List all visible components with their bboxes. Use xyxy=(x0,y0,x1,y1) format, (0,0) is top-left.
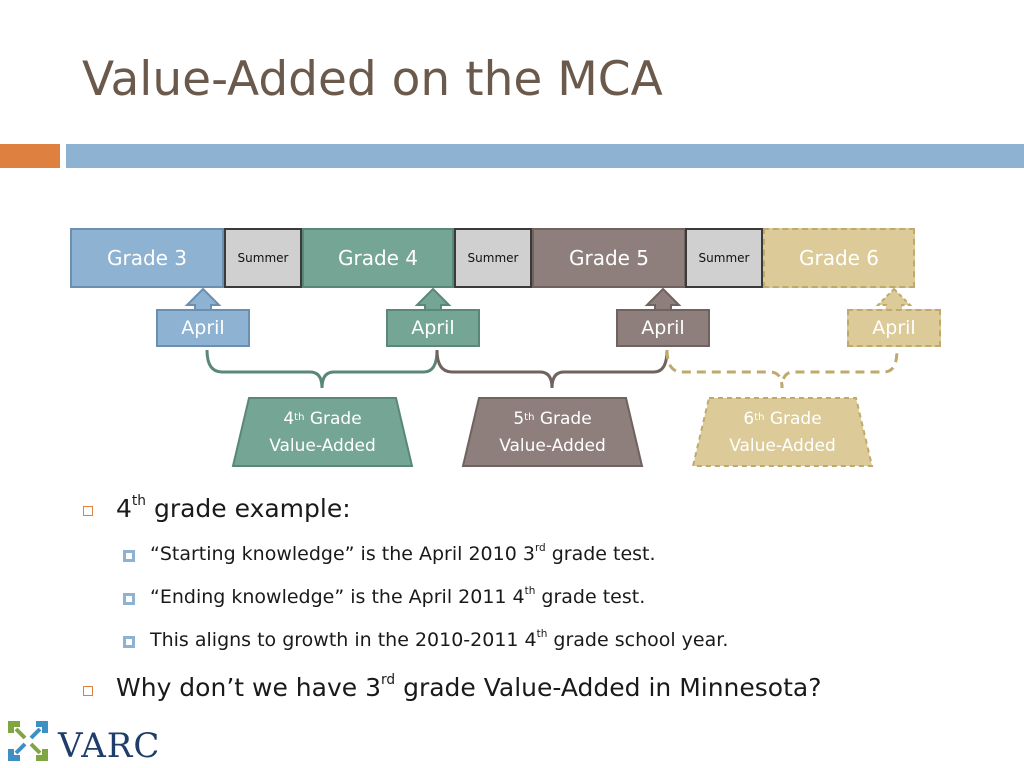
segment-grade-3-label: Grade 3 xyxy=(106,246,188,270)
bullet-square-icon xyxy=(83,506,93,516)
bullet-text: grade Value-Added in Minnesota? xyxy=(395,673,822,702)
varc-logo-text: VARC xyxy=(58,726,161,766)
sub-bullet-item-2 xyxy=(150,586,645,608)
april-marker-grade-5 xyxy=(616,309,710,347)
va-ordinal: 6 xyxy=(743,409,755,429)
segment-grade-5-label: Grade 5 xyxy=(568,246,650,270)
value-added-label-grade-5 xyxy=(463,406,642,460)
april-marker-label: April xyxy=(641,317,685,339)
sub-bullet-item-1 xyxy=(150,543,656,565)
brace-grade-6 xyxy=(667,350,897,388)
bullet-sup: rd xyxy=(380,672,396,688)
bullet-item-1 xyxy=(116,494,351,523)
sub-bullet-sup: th xyxy=(536,628,548,640)
brace-grade-4 xyxy=(207,350,437,388)
va-suffix: th xyxy=(294,412,305,423)
sub-bullet-text: grade school year. xyxy=(547,629,729,651)
va-ordinal: 4 xyxy=(283,409,295,429)
april-marker-label: April xyxy=(411,317,455,339)
sub-bullet-text: grade test. xyxy=(545,543,656,565)
va-line1: Grade xyxy=(304,409,362,429)
bullet-item-2 xyxy=(116,673,822,702)
sub-bullet-sup: th xyxy=(524,585,536,597)
sub-bullet-text: “Starting knowledge” is the April 2010 3 xyxy=(150,543,535,565)
segment-grade-6-label: Grade 6 xyxy=(798,246,880,270)
segment-summer-1-label: Summer xyxy=(237,251,289,265)
sub-bullet-icon xyxy=(123,593,135,605)
value-added-label-grade-4 xyxy=(233,406,412,460)
april-marker-label: April xyxy=(181,317,225,339)
sub-bullet-item-3 xyxy=(150,629,728,651)
sub-bullet-sup: rd xyxy=(534,542,546,554)
va-suffix: th xyxy=(754,412,765,423)
brace-grade-5 xyxy=(437,350,667,388)
va-line1: Grade xyxy=(764,409,822,429)
sub-bullet-text: This aligns to growth in the 2010-2011 4 xyxy=(150,629,537,651)
arrow-up-icon xyxy=(187,289,219,310)
arrow-up-icon xyxy=(878,289,910,310)
va-ordinal: 5 xyxy=(513,409,525,429)
sub-bullet-icon xyxy=(123,636,135,648)
april-marker-grade-4 xyxy=(386,309,480,347)
va-line2: Value-Added xyxy=(269,436,376,456)
arrow-up-icon xyxy=(647,289,679,310)
va-line2: Value-Added xyxy=(729,436,836,456)
slide-title: Value-Added on the MCA xyxy=(82,52,663,107)
segment-grade-4-label: Grade 4 xyxy=(337,246,419,270)
va-suffix: th xyxy=(524,412,535,423)
bullet-text: grade example: xyxy=(146,494,351,523)
arrow-up-icon xyxy=(417,289,449,310)
segment-summer-3-label: Summer xyxy=(698,251,750,265)
value-added-label-grade-6 xyxy=(693,406,872,460)
april-marker-grade-6 xyxy=(847,309,941,347)
va-line1: Grade xyxy=(534,409,592,429)
segment-summer-2-label: Summer xyxy=(467,251,519,265)
bullet-text: 4 xyxy=(116,494,132,523)
sub-bullet-text: grade test. xyxy=(535,586,646,608)
april-marker-label: April xyxy=(872,317,916,339)
bullet-sup: th xyxy=(131,493,147,509)
sub-bullet-text: “Ending knowledge” is the April 2011 4 xyxy=(150,586,525,608)
bullet-text: Why don’t we have 3 xyxy=(116,673,381,702)
bullet-square-icon xyxy=(83,686,93,696)
april-marker-grade-3 xyxy=(156,309,250,347)
sub-bullet-icon xyxy=(123,550,135,562)
va-line2: Value-Added xyxy=(499,436,606,456)
